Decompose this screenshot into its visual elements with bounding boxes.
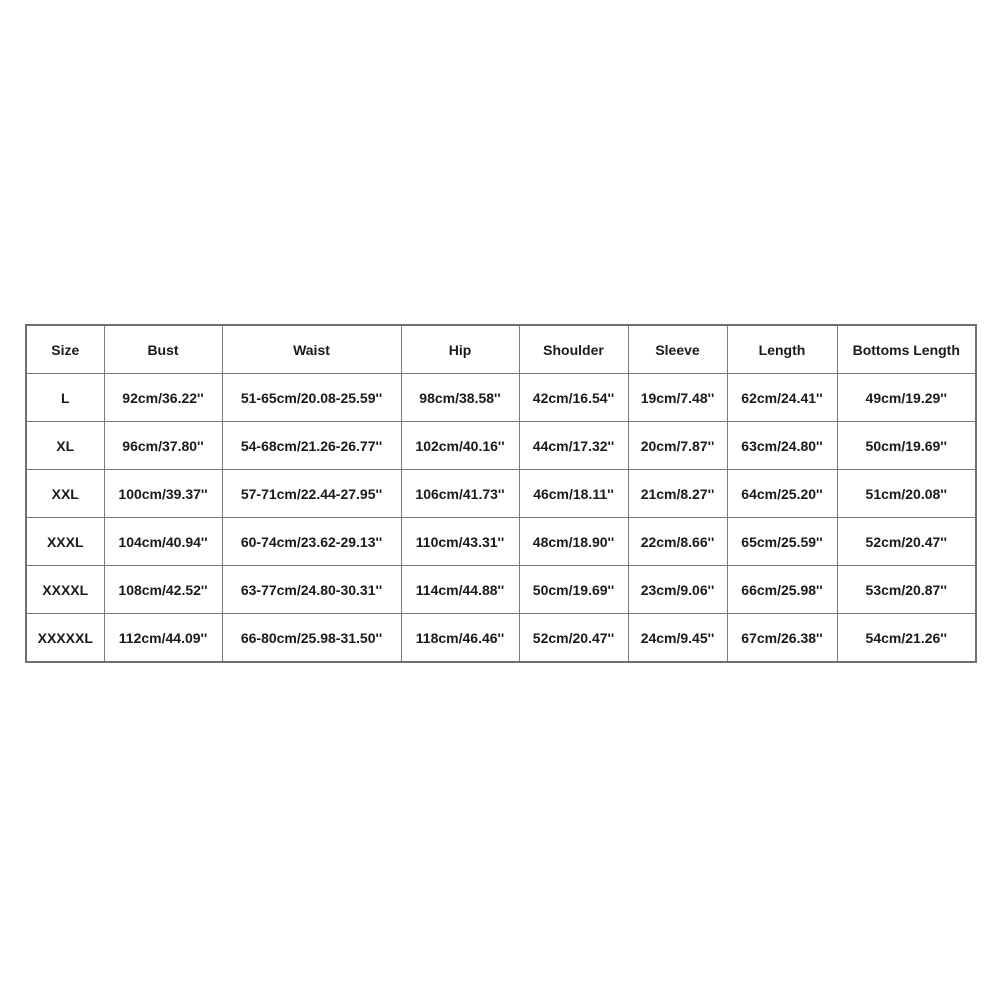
column-header-size: Size [26, 325, 104, 374]
table-header-row [26, 325, 976, 374]
size-chart-table [25, 324, 977, 663]
table-cell-hip: 106cm/41.73'' [401, 470, 519, 518]
table-cell-size: XXXXXL [26, 614, 104, 663]
table-cell-shoulder: 46cm/18.11'' [519, 470, 628, 518]
table-cell-bottoms-length: 51cm/20.08'' [837, 470, 976, 518]
column-header-bottoms-length: Bottoms Length [837, 325, 976, 374]
table-cell-bust: 92cm/36.22'' [104, 374, 222, 422]
table-cell-bust: 112cm/44.09'' [104, 614, 222, 663]
table-cell-length: 62cm/24.41'' [727, 374, 837, 422]
table-cell-bust: 104cm/40.94'' [104, 518, 222, 566]
table-row [26, 566, 976, 614]
table-cell-size: XXXXL [26, 566, 104, 614]
table-cell-bust: 96cm/37.80'' [104, 422, 222, 470]
table-cell-size: XXXL [26, 518, 104, 566]
table-cell-bottoms-length: 52cm/20.47'' [837, 518, 976, 566]
table-cell-hip: 118cm/46.46'' [401, 614, 519, 663]
table-cell-shoulder: 42cm/16.54'' [519, 374, 628, 422]
column-header-sleeve: Sleeve [628, 325, 727, 374]
table-cell-length: 65cm/25.59'' [727, 518, 837, 566]
table-row [26, 422, 976, 470]
table-row [26, 374, 976, 422]
table-row [26, 470, 976, 518]
table-cell-bottoms-length: 54cm/21.26'' [837, 614, 976, 663]
table-cell-hip: 98cm/38.58'' [401, 374, 519, 422]
table-cell-waist: 51-65cm/20.08-25.59'' [222, 374, 401, 422]
table-cell-shoulder: 48cm/18.90'' [519, 518, 628, 566]
table-cell-length: 66cm/25.98'' [727, 566, 837, 614]
table-cell-hip: 114cm/44.88'' [401, 566, 519, 614]
table-cell-size: XL [26, 422, 104, 470]
table-cell-length: 63cm/24.80'' [727, 422, 837, 470]
table-cell-waist: 66-80cm/25.98-31.50'' [222, 614, 401, 663]
column-header-hip: Hip [401, 325, 519, 374]
table-cell-bottoms-length: 49cm/19.29'' [837, 374, 976, 422]
table-cell-sleeve: 23cm/9.06'' [628, 566, 727, 614]
column-header-bust: Bust [104, 325, 222, 374]
table-cell-sleeve: 19cm/7.48'' [628, 374, 727, 422]
column-header-waist: Waist [222, 325, 401, 374]
table-cell-waist: 54-68cm/21.26-26.77'' [222, 422, 401, 470]
table-cell-sleeve: 22cm/8.66'' [628, 518, 727, 566]
table-cell-hip: 110cm/43.31'' [401, 518, 519, 566]
table-cell-sleeve: 20cm/7.87'' [628, 422, 727, 470]
column-header-length: Length [727, 325, 837, 374]
table-cell-shoulder: 52cm/20.47'' [519, 614, 628, 663]
table-cell-waist: 63-77cm/24.80-30.31'' [222, 566, 401, 614]
table-row [26, 518, 976, 566]
table-cell-bottoms-length: 53cm/20.87'' [837, 566, 976, 614]
column-header-shoulder: Shoulder [519, 325, 628, 374]
table-cell-waist: 60-74cm/23.62-29.13'' [222, 518, 401, 566]
table-cell-sleeve: 21cm/8.27'' [628, 470, 727, 518]
table-cell-length: 67cm/26.38'' [727, 614, 837, 663]
table-row [26, 614, 976, 663]
table-cell-sleeve: 24cm/9.45'' [628, 614, 727, 663]
table-cell-size: XXL [26, 470, 104, 518]
table-cell-shoulder: 44cm/17.32'' [519, 422, 628, 470]
table-cell-size: L [26, 374, 104, 422]
table-cell-bust: 100cm/39.37'' [104, 470, 222, 518]
table-cell-hip: 102cm/40.16'' [401, 422, 519, 470]
table-cell-shoulder: 50cm/19.69'' [519, 566, 628, 614]
table-cell-bottoms-length: 50cm/19.69'' [837, 422, 976, 470]
table-cell-length: 64cm/25.20'' [727, 470, 837, 518]
table-cell-waist: 57-71cm/22.44-27.95'' [222, 470, 401, 518]
table-cell-bust: 108cm/42.52'' [104, 566, 222, 614]
